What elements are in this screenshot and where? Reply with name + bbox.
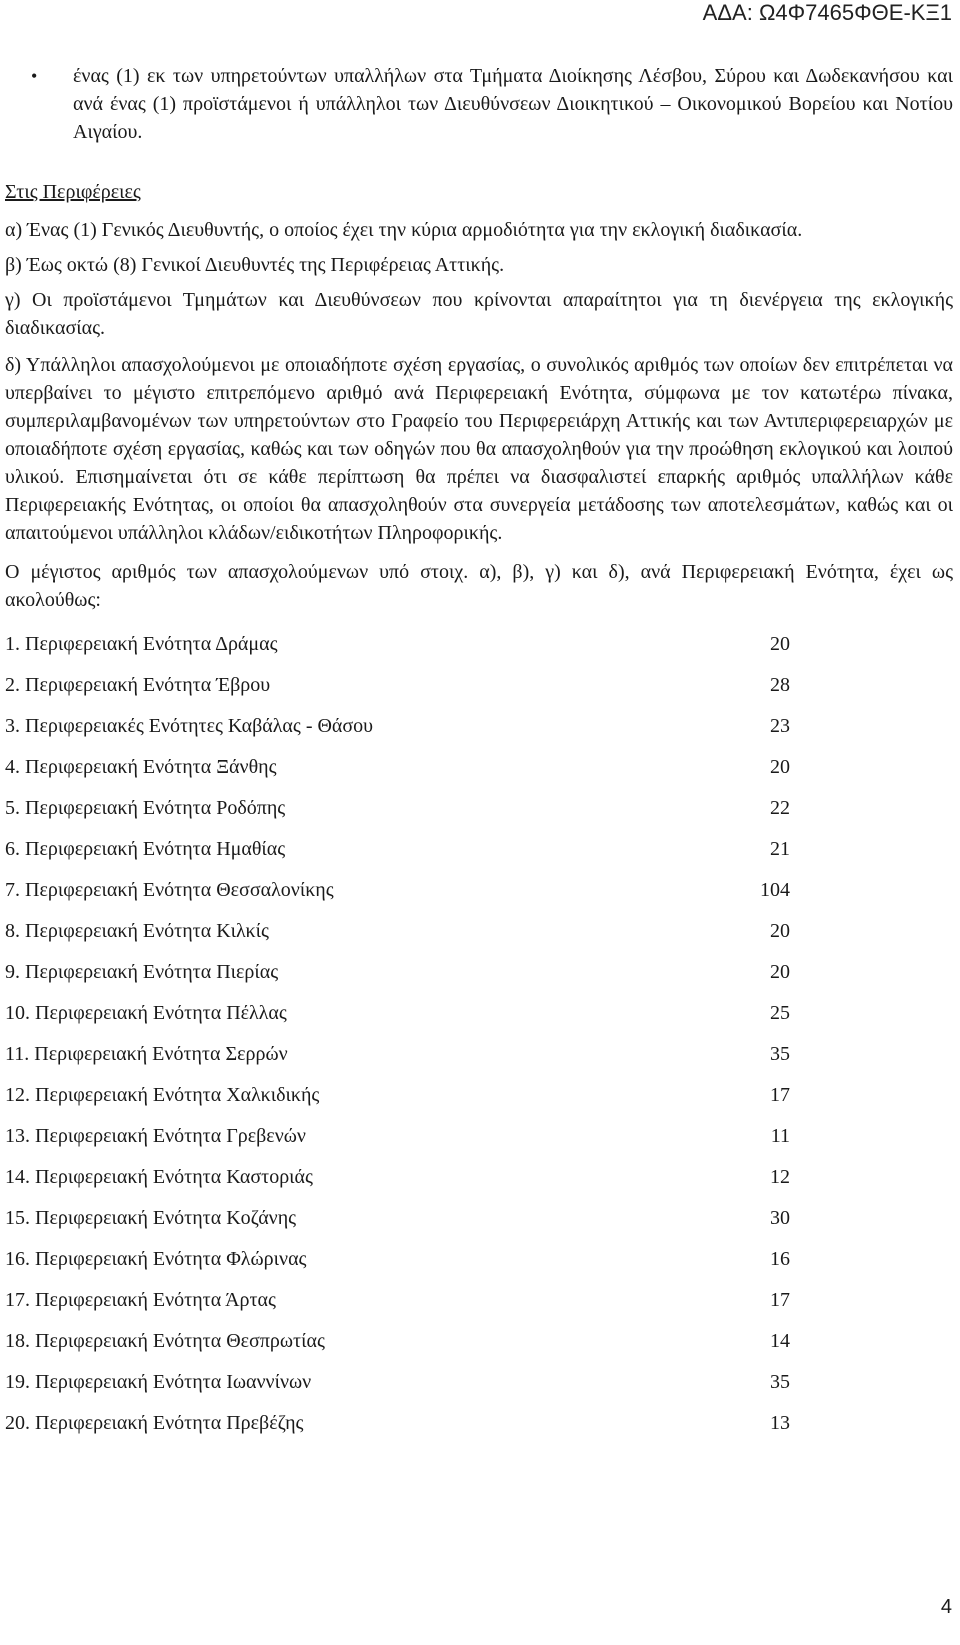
region-count: 12 — [770, 1166, 790, 1188]
region-count: 104 — [760, 879, 790, 901]
table-row — [5, 999, 953, 1040]
table-row — [5, 835, 953, 876]
paragraph-max: Ο μέγιστος αριθμός των απασχολούμενων υπό στοιχ. α), β), γ) και δ), ανά Περιφερειακή Ενότητα, έχει ως ακολούθως: — [5, 561, 953, 611]
table-row — [5, 1163, 953, 1204]
region-name: 7. Περιφερειακή Ενότητα Θεσσαλονίκης — [5, 879, 334, 901]
ada-identifier: ΑΔΑ: Ω4Φ7465ΦΘΕ-ΚΞ1 — [702, 0, 952, 25]
region-count: 17 — [770, 1084, 790, 1106]
table-row — [5, 958, 953, 999]
region-count: 17 — [770, 1289, 790, 1311]
table-row — [5, 1327, 953, 1368]
table-row — [5, 1040, 953, 1081]
paragraph-c: γ) Οι προϊστάμενοι Τμημάτων και Διευθύνσεων που κρίνονται απαραίτητοι για τη διενέργεια της εκλογικής διαδικασίας. — [5, 289, 953, 339]
table-row — [5, 1081, 953, 1122]
region-name: 13. Περιφερειακή Ενότητα Γρεβενών — [5, 1125, 306, 1147]
region-count: 11 — [770, 1125, 790, 1147]
region-count: 16 — [770, 1248, 790, 1270]
region-name: 15. Περιφερειακή Ενότητα Κοζάνης — [5, 1207, 297, 1229]
table-row — [5, 1204, 953, 1245]
paragraph-a: α) Ένας (1) Γενικός Διευθυντής, ο οποίος έχει την κύρια αρμοδιότητα για την εκλογική διαδικασία. — [5, 219, 803, 241]
region-name: 4. Περιφερειακή Ενότητα Ξάνθης — [5, 756, 277, 778]
region-count: 21 — [770, 838, 790, 860]
table-row — [5, 1122, 953, 1163]
table-row — [5, 1409, 953, 1450]
table-row — [5, 917, 953, 958]
region-table — [5, 630, 953, 1450]
region-count: 20 — [770, 756, 790, 778]
region-name: 17. Περιφερειακή Ενότητα Άρτας — [5, 1289, 276, 1311]
region-name: 20. Περιφερειακή Ενότητα Πρεβέζης — [5, 1412, 304, 1434]
region-count: 30 — [770, 1207, 790, 1229]
table-row — [5, 712, 953, 753]
document-body — [5, 62, 953, 1450]
table-row — [5, 630, 953, 671]
region-name: 12. Περιφερειακή Ενότητα Χαλκιδικής — [5, 1084, 320, 1106]
region-count: 28 — [770, 674, 790, 696]
table-row — [5, 794, 953, 835]
region-count: 14 — [770, 1330, 790, 1352]
region-count: 22 — [770, 797, 790, 819]
region-count: 35 — [770, 1371, 790, 1393]
table-row — [5, 671, 953, 712]
section-heading: Στις Περιφέρειες — [5, 181, 141, 203]
region-name: 18. Περιφερειακή Ενότητα Θεσπρωτίας — [5, 1330, 325, 1352]
region-name: 8. Περιφερειακή Ενότητα Κιλκίς — [5, 920, 269, 942]
paragraph-b: β) Έως οκτώ (8) Γενικοί Διευθυντές της Περιφέρειας Αττικής. — [5, 254, 505, 276]
region-name: 16. Περιφερειακή Ενότητα Φλώρινας — [5, 1248, 307, 1270]
region-name: 3. Περιφερειακές Ενότητες Καβάλας - Θάσου — [5, 715, 374, 737]
region-count: 20 — [770, 633, 790, 655]
bullet-item — [5, 62, 953, 146]
region-name: 5. Περιφερειακή Ενότητα Ροδόπης — [5, 797, 286, 819]
region-name: 14. Περιφερειακή Ενότητα Καστοριάς — [5, 1166, 313, 1188]
region-name: 1. Περιφερειακή Ενότητα Δράμας — [5, 633, 278, 655]
bullet-text: ένας (1) εκ των υπηρετούντων υπαλλήλων στα Τμήματα Διοίκησης Λέσβου, Σύρου και Δωδεκανήσου και ανά ένας (1) προϊστάμενοι ή υπάλληλοι των Διευθύνσεων Διοικητικού – Οικονομικού Βορείου και Νοτίου Αιγαίου. — [73, 65, 953, 143]
table-row — [5, 1245, 953, 1286]
region-count: 20 — [770, 961, 790, 983]
paragraph-d: δ) Υπάλληλοι απασχολούμενοι με οποιαδήποτε σχέση εργασίας, ο συνολικός αριθμός των οποίων δεν επιτρέπεται να υπερβαίνει το μέγιστο επιτρεπόμενο αριθμό ανά Περιφερειακή Ενότητα, σύμφωνα με τον κατωτέρω πίνακα, συμπεριλαμβανομένων των υπηρετούντων στο Γραφείο του Περιφερειάρχη Αττικής και των Αντιπεριφερειαρχών με οποιαδήποτε σχέση εργασίας, καθώς και των οδηγών που θα απασχοληθούν για την προώθηση εκλογικού και λοιπού υλικού. Επισημαίνεται ότι σε κάθε περίπτωση θα πρέπει να διασφαλιστεί επαρκής αριθμός υπαλλήλων κάθε Περιφερειακής Ενότητας, οι οποίοι θα απασχοληθούν στα συνεργεία μετάδοσης των αποτελεσμάτων, καθώς και οι απαιτούμενοι υπάλληλοι κλάδων/ειδικοτήτων Πληροφορικής. — [5, 354, 953, 544]
table-row — [5, 876, 953, 917]
region-name: 9. Περιφερειακή Ενότητα Πιερίας — [5, 961, 279, 983]
region-count: 23 — [770, 715, 790, 737]
region-count: 25 — [770, 1002, 790, 1024]
region-name: 6. Περιφερειακή Ενότητα Ημαθίας — [5, 838, 286, 860]
region-count: 35 — [770, 1043, 790, 1065]
region-name: 10. Περιφερειακή Ενότητα Πέλλας — [5, 1002, 287, 1024]
table-row — [5, 1368, 953, 1409]
table-row — [5, 1286, 953, 1327]
region-name: 19. Περιφερειακή Ενότητα Ιωαννίνων — [5, 1371, 312, 1393]
region-count: 20 — [770, 920, 790, 942]
table-row — [5, 753, 953, 794]
bullet-icon: • — [31, 66, 38, 86]
page-number: 4 — [940, 1596, 952, 1618]
region-name: 2. Περιφερειακή Ενότητα Έβρου — [5, 674, 271, 696]
region-name: 11. Περιφερειακή Ενότητα Σερρών — [5, 1043, 288, 1065]
region-count: 13 — [770, 1412, 790, 1434]
